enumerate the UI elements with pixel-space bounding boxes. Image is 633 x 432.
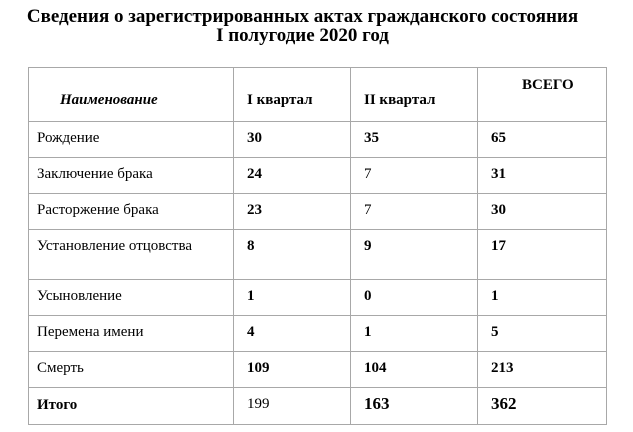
header-q2: II квартал [364, 92, 436, 108]
row-q2: 104 [364, 360, 387, 376]
table-row [29, 158, 607, 194]
row-total: 31 [491, 166, 506, 182]
row-total: 213 [491, 360, 514, 376]
row-q2: 9 [364, 238, 372, 254]
table-row [29, 230, 607, 280]
total-row-name: Итого [37, 397, 78, 413]
total-row-total: 362 [491, 394, 517, 413]
row-total: 30 [491, 202, 506, 218]
row-name: Установление отцовства [37, 238, 193, 254]
table-header-row [29, 68, 607, 122]
row-name: Усыновление [37, 288, 122, 304]
table-row [29, 194, 607, 230]
row-q1: 30 [247, 130, 262, 146]
row-q1: 23 [247, 202, 262, 218]
row-q2: 1 [364, 324, 372, 340]
row-name: Рождение [37, 130, 100, 146]
total-row-q1: 199 [247, 396, 270, 412]
row-q1: 109 [247, 360, 270, 376]
header-name: Наименование [60, 92, 158, 108]
civil-records-table [28, 67, 607, 425]
row-name: Смерть [37, 360, 84, 376]
table-row [29, 316, 607, 352]
table-row [29, 122, 607, 158]
row-q2: 7 [364, 166, 372, 182]
row-q2: 7 [364, 202, 372, 218]
header-total: ВСЕГО [522, 77, 574, 93]
table-row [29, 280, 607, 316]
row-name: Перемена имени [37, 324, 144, 340]
row-q2: 0 [364, 288, 372, 304]
total-row-q2: 163 [364, 394, 390, 413]
row-total: 5 [491, 324, 499, 340]
row-total: 17 [491, 238, 506, 254]
table-row [29, 352, 607, 388]
row-q1: 4 [247, 324, 255, 340]
header-q1: I квартал [247, 92, 313, 108]
row-q1: 1 [247, 288, 255, 304]
document-subtitle: I полугодие 2020 год [216, 25, 389, 46]
row-total: 65 [491, 130, 506, 146]
row-q1: 24 [247, 166, 262, 182]
row-name: Заключение брака [37, 166, 153, 182]
row-total: 1 [491, 288, 499, 304]
row-q2: 35 [364, 130, 379, 146]
row-name: Расторжение брака [37, 202, 159, 218]
row-q1: 8 [247, 238, 255, 254]
table-total-row [29, 388, 607, 425]
document-title: Сведения о зарегистрированных актах гражданского состояния [26, 6, 579, 27]
